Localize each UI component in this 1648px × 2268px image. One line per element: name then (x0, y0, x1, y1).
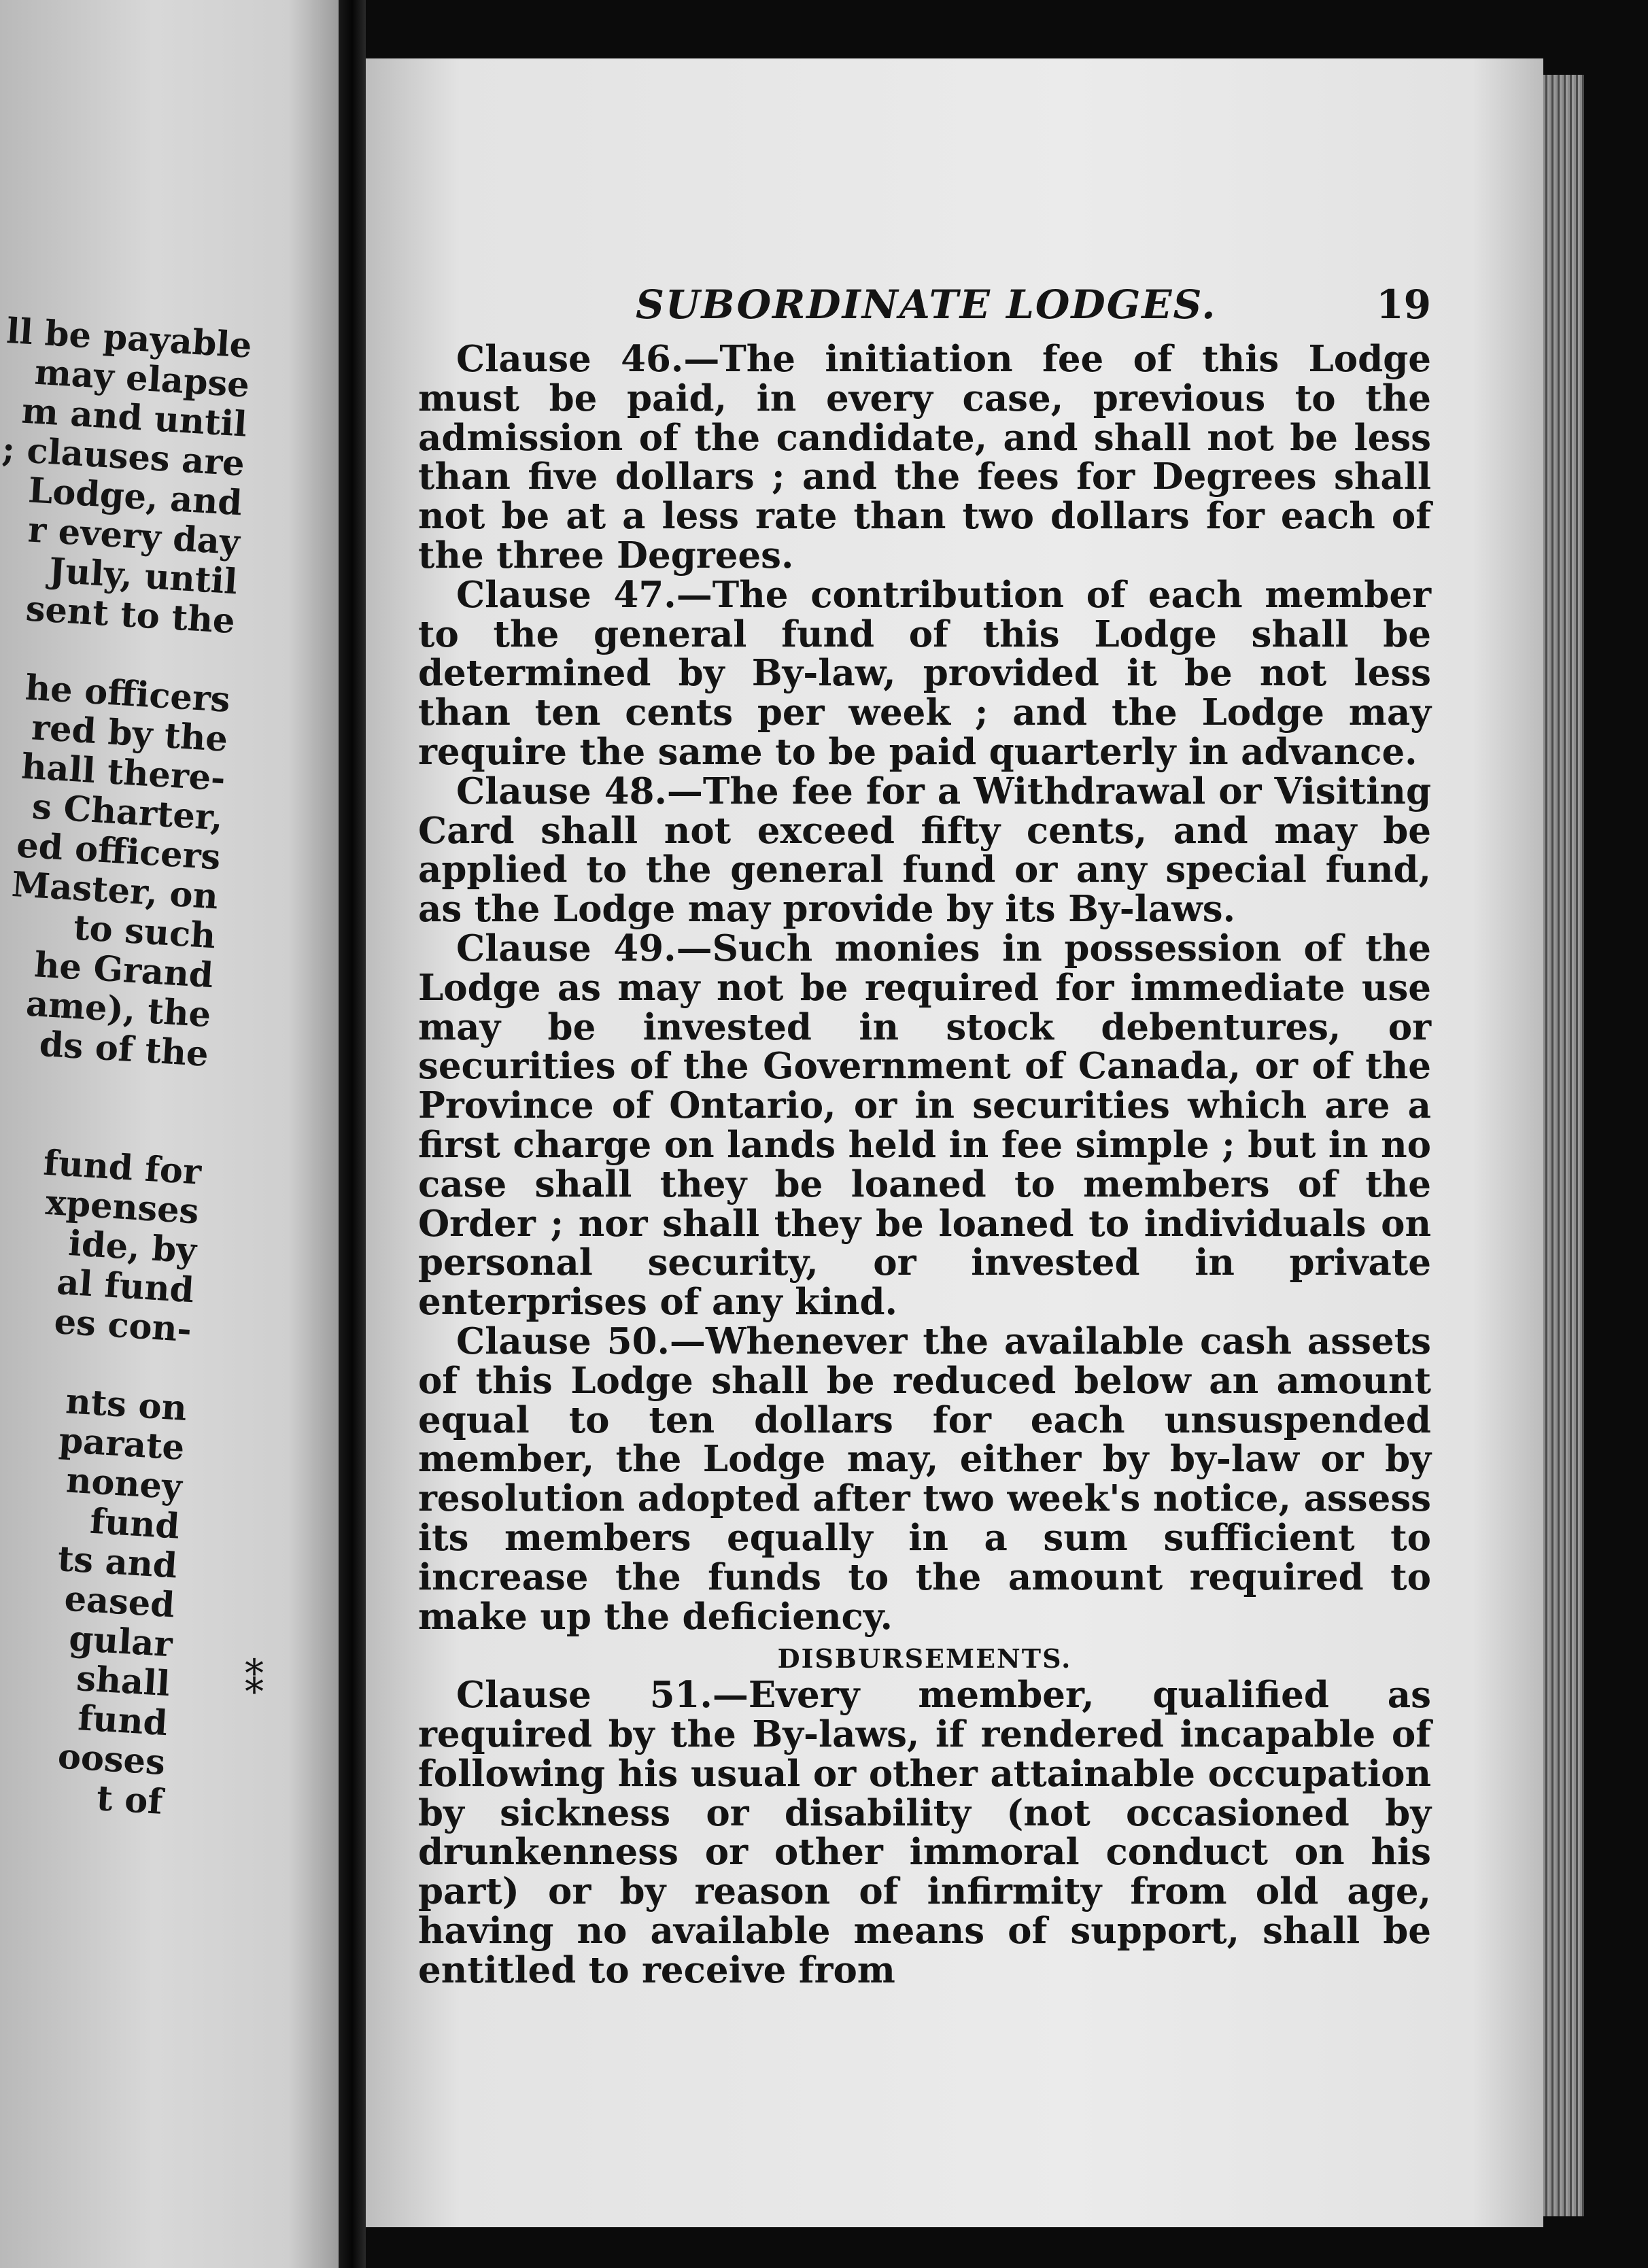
clause-49: Clause 49.—Such monies in possession of the Lodge as may not be required for immediate use may be invested in stock debentures, or securities of the Government of Canada, or of the Province of Ontario, or in securities which are a first charge on lands held in fee simple ; but in no case shall they be loaned to members of the Order ; nor shall they be loaned to individuals on personal security, or invested in private enterprises of any kind. (418, 927, 1431, 1324)
clause-51: Clause 51.—Every member, qualified as required by the By-laws, if rendered incapable of following his usual or other attainable occupation by sickness or disability (not occasioned by drunkenness or other immoral conduct on his part) or by reason of infirmity from old age, having no available means of support, shall be entitled to receive from (418, 1674, 1431, 1991)
left-page-line: hall there- (20, 746, 227, 800)
left-page-line: ; clauses are (1, 428, 246, 485)
left-page-line: Lodge, and (27, 470, 243, 524)
running-title: SUBORDINATE LODGES. (636, 281, 1217, 328)
left-page-line: fund (76, 1698, 169, 1745)
left-page-line: he Grand (33, 944, 215, 997)
binding-stitch: ⁑ (245, 1659, 264, 1703)
left-page-line: m and until (20, 390, 248, 445)
clause-47: Clause 47.—The contribution of each member to the general fund of this Lodge shall be determined by By-law, provided it be not less than ten cents per week ; and the Lodge may require the same to be paid quarterly in advance. (418, 573, 1431, 773)
left-page-line: fund (88, 1500, 181, 1547)
left-page-line: noney (65, 1460, 184, 1508)
left-page-line: Master, on (10, 863, 220, 918)
left-page-line: ame), the (24, 983, 212, 1036)
left-page-line: red by the (30, 707, 229, 760)
page-text-block (418, 281, 1431, 1991)
left-page-line: ed officers (15, 825, 222, 878)
page-edges (1543, 75, 1584, 2216)
left-page-line: ds of the (38, 1023, 210, 1075)
book-gutter (339, 0, 366, 2268)
left-page-line: ooses (56, 1736, 167, 1783)
left-page-line: July, until (48, 550, 239, 603)
left-page-line: sent to the (24, 588, 237, 642)
clause-46: Clause 46.—The initiation fee of this Lodge must be paid, in every case, previous to the admission of the candidate, and shall not be less than five dollars ; and the fees for Degrees shall not be at a less rate than two dollars for each of the three Degrees. (418, 338, 1431, 577)
left-page-line: r every day (27, 509, 241, 564)
left-page-line: ll be payable (5, 310, 254, 366)
left-page-line: eased (63, 1578, 176, 1626)
left-page-line: ts and (56, 1538, 179, 1587)
clause-48: Clause 48.—The fee for a Withdrawal or Visiting Card shall not exceed fifty cents, and may be applied to the general fund or any special fund, as the Lodge may provide by its By-laws. (418, 770, 1431, 931)
page-number: 19 (1376, 281, 1431, 328)
left-page-line: al fund (55, 1262, 196, 1311)
left-page-line: xpenses (44, 1182, 201, 1233)
left-page-line: s Charter, (31, 786, 224, 839)
left-page-line: he officers (24, 667, 232, 721)
running-head (418, 281, 1431, 340)
clause-50: Clause 50.—Whenever the available cash assets of this Lodge shall be reduced below an amount equal to ten dollars for each unsuspended member, the Lodge may, either by by-law or by resolution adopted after two week's notice, assess its members equally in a sum sufficient to increase the funds to the amount required to make up the deficiency. (418, 1320, 1431, 1638)
left-page-line: nts on (64, 1381, 188, 1429)
left-page-line: gular (67, 1618, 174, 1666)
left-facing-page (0, 0, 340, 2268)
left-page-line: ide, by (67, 1223, 198, 1272)
section-heading-disbursements: DISBURSEMENTS. (777, 1643, 1072, 1674)
left-page-line: to such (72, 907, 217, 957)
left-page-text-fragments (0, 297, 253, 1822)
left-page-line: parate (57, 1420, 186, 1468)
left-page-line: shall (75, 1657, 171, 1705)
left-page-line: es con- (53, 1301, 193, 1351)
left-page-line: t of (95, 1778, 165, 1823)
left-page-line: fund for (42, 1142, 203, 1193)
left-page-line: may elapse (33, 351, 251, 406)
